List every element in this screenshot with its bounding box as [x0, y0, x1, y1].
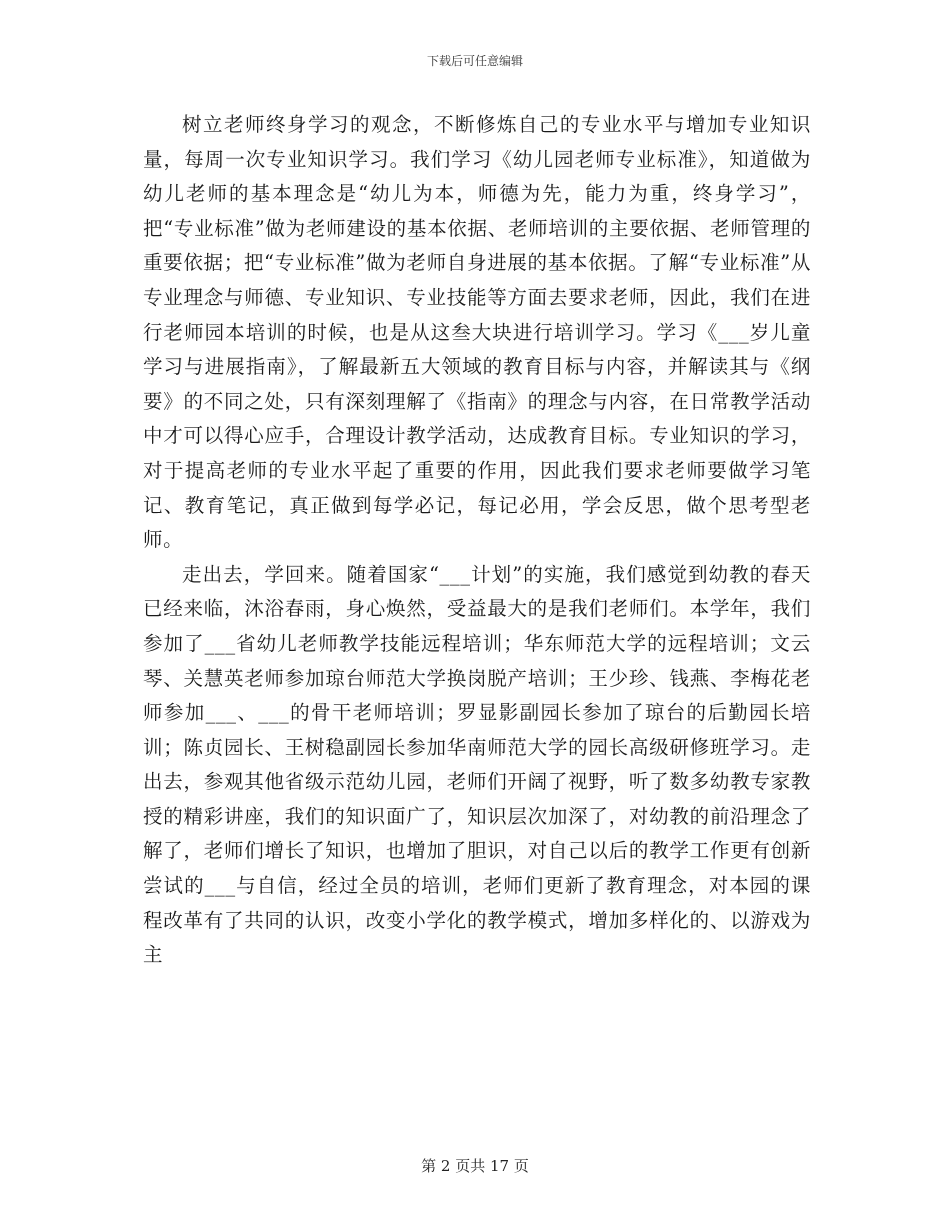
document-body — [143, 108, 811, 973]
paragraph-go-out-learn: 走出去，学回来。随着国家“___计划”的实施，我们感觉到幼教的春天已经来临，沐浴春雨，身心焕然，受益最大的是我们老师们。本学年，我们参加了___省幼儿老师教学技能远程培训；华东师范大学的远程培训；文云琴、关慧英老师参加琼台师范大学换岗脱产培训；王少珍、钱燕、李梅花老师参加___、___的骨干老师培训；罗显影副园长参加了琼台的后勤园长培训；陈贞园长、王树稳副园长参加华南师范大学的园长高级研修班学习。走出去，参观其他省级示范幼儿园，老师们开阔了视野，听了数多幼教专家教授的精彩讲座，我们的知识面广了，知识层次加深了，对幼教的前沿理念了解了，老师们增长了知识，也增加了胆识，对自己以后的教学工作更有创新尝试的___与自信，经过全员的培训，老师们更新了教育理念，对本园的课程改革有了共同的认识，改变小学化的教学模式，增加多样化的、以游戏为主 — [143, 562, 811, 967]
page-number: 第 2 页共 17 页 — [421, 1157, 529, 1175]
paragraph-teacher-lifelong-learning: 树立老师终身学习的观念，不断修炼自己的专业水平与增加专业知识量，每周一次专业知识学习。我们学习《幼儿园老师专业标准》，知道做为幼儿老师的基本理念是“幼儿为本，师德为先，能力为重，终身学习”，把“专业标准”做为老师建设的基本依据、老师培训的主要依据、老师管理的重要依据；把“专业标准”做为老师自身进展的基本依据。了解“专业标准”从专业理念与师德、专业知识、专业技能等方面去要求老师，因此，我们在进行老师园本培训的时候，也是从这叁大块进行培训学习。学习《___岁儿童学习与进展指南》，了解最新五大领域的教育目标与内容，并解读其与《纲要》的不同之处，只有深刻理解了《指南》的理念与内容，在日常教学活动中才可以得心应手，合理设计教学活动，达成教育目标。专业知识的学习，对于提高老师的专业水平起了重要的作用，因此我们要求老师要做学习笔记、教育笔记，真正做到每学必记，每记必用，学会反思，做个思考型老师。 — [143, 113, 811, 552]
page-header: 下载后可任意编辑 — [426, 54, 523, 68]
